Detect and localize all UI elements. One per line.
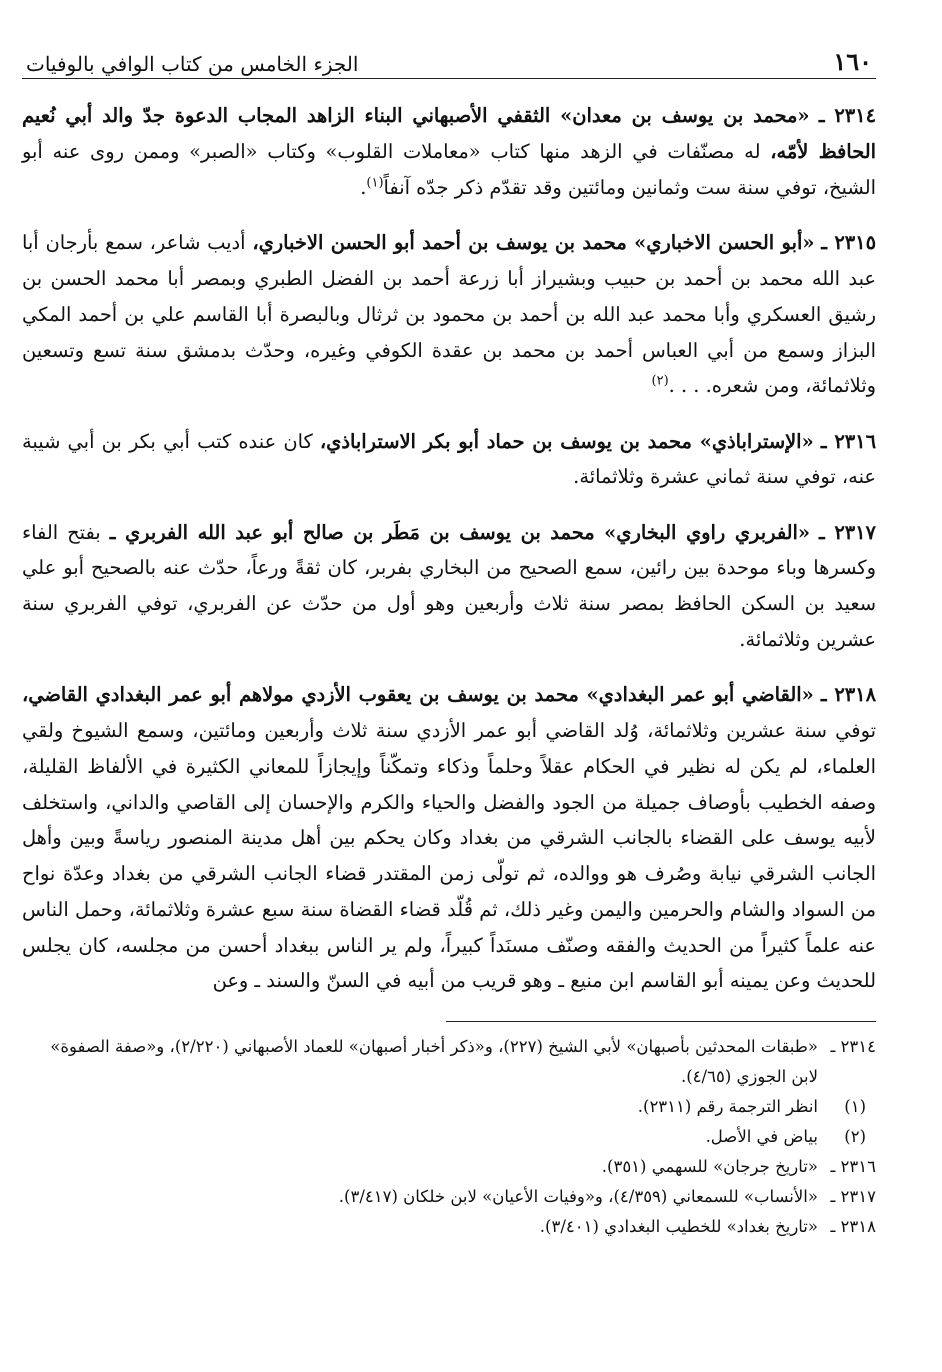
main-text xyxy=(22,98,876,999)
entry-body: كان عنده كتب أبي بكر بن أبي شيبة عنه، توفي سنة ثماني عشرة وثلاثمائة. xyxy=(22,429,876,489)
note-label: ٢٣١٦ ـ xyxy=(830,1157,876,1177)
footnote-2 xyxy=(22,1122,876,1152)
entry-heading: «أبو الحسن الاخباري» محمد بن يوسف بن أحمد أبو الحسن الاخباري، xyxy=(252,231,815,255)
entry-body: أديب شاعر، سمع بأرجان أبا عبد الله محمد بن أحمد بن حبيب وبشيراز أبا زرعة أحمد بن الفضل الطبري وبمصر أبا محمد الحسن بن رشيق العسكري وأبا محمد عبد الله بن أحمد بن محمود بن ثرثال وبالبصرة أبا القاسم علي بن أحمد المكي البزاز وسمع من أبي العباس أحمد بن محمد بن عقدة الكوفي وغيره، وحدّث بدمشق سنة تسع وتسعين وثلاثمائة، ومن شعره. . . . xyxy=(22,231,876,398)
note-text: «تاريخ بغداد» للخطيب البغدادي (٣/٤٠١). xyxy=(539,1217,818,1237)
footnote-ref: (١) xyxy=(366,175,384,191)
entry-body: له مصنّفات في الزهد منها كتاب «معاملات القلوب» وكتاب «الصبر» وممن روى عنه أبو الشيخ، توفي سنة ست وثمانين ومائتين وقد تقدّم ذكر جدّه آنفاً xyxy=(22,140,876,199)
entry-2314 xyxy=(22,98,876,205)
entry-body: بفتح الفاء وكسرها وباء موحدة بين رائين، سمع الصحيح من البخاري بفربر، كان ثقةً ورعاً، حدّث عنه بالصحيح أبو علي سعيد بن السكن الحافظ بمصر سنة ثلاث وأربعين وهو أول من حدّث عن الفربري، توفي الفربري سنة عشرين وثلاثمائة. xyxy=(22,520,876,651)
running-title: الجزء الخامس من كتاب الوافي بالوفيات xyxy=(26,52,359,76)
note-label: (٢) xyxy=(844,1127,866,1147)
entry-2316 xyxy=(22,424,876,496)
entry-body: توفي سنة عشرين وثلاثمائة، وُلد القاضي أبو عمر الأزدي سنة ثلاث وأربعين ومائتين، وسمع الشيوخ ولقي العلماء، لم يكن له نظير في الحكام عقلاً وحلماً وذكاء وتمكّناً وإيجازاً للمعاني الكثيرة في الألفاظ القليلة، وصفه الخطيب بأوصاف جميلة من الجود والفضل والحياء والكرم والإحسان إلى القاصي والداني، واستخلف لأبيه يوسف على القضاء بالجانب الشرقي من بغداد وكان يحكم بين أهل مدينة المنصور رياسةً وبين وأهل الجانب الشرقي نيابة وصُرف هو ووالده، ثم تولّى زمن المقتدر قضاء الجانب الشرقي من بغداد وعدّة نواح من السواد والشام والحرمين واليمن وغير ذلك، ثم قُلّد قضاء القضاة سنة سبع عشرة وثلاثمائة، وحمل الناس عنه علماً كثيراً من الحديث والفقه وصنّف مسنَداً كبيراً، ولم ير الناس ببغداد أحسن من مجلسه، كان يجلس للحديث وعن يمينه أبو القاسم ابن منيع ـ وهو قريب من أبيه في السنّ والسند ـ وعن xyxy=(22,718,876,993)
book-page xyxy=(22,36,876,1352)
note-text: انظر الترجمة رقم (٢٣١١). xyxy=(637,1097,818,1117)
note-text: «تاريخ جرجان» للسهمي (٣٥١). xyxy=(601,1157,818,1177)
entry-number: ٢٣١٨ ـ xyxy=(820,683,876,707)
footnote-1 xyxy=(22,1092,876,1122)
source-note-2316 xyxy=(22,1152,876,1182)
entry-heading: «القاضي أبو عمر البغدادي» محمد بن يوسف بن يعقوب الأزدي مولاهم أبو عمر البغدادي القاضي، xyxy=(22,683,814,707)
entry-number: ٢٣١٤ ـ xyxy=(818,104,876,128)
entry-heading: «الفربري راوي البخاري» محمد بن يوسف بن مَطَر بن صالح أبو عبد الله الفربري ـ xyxy=(109,520,811,544)
source-note-2314 xyxy=(22,1032,876,1092)
entry-number: ٢٣١٥ ـ xyxy=(821,231,877,255)
entry-number: ٢٣١٧ ـ xyxy=(819,520,876,544)
note-text: «الأنساب» للسمعاني (٤/٣٥٩)، و«وفيات الأعيان» لابن خلكان (٣/٤١٧). xyxy=(338,1187,818,1207)
entry-2317 xyxy=(22,515,876,658)
note-label: ٢٣١٧ ـ xyxy=(830,1187,876,1207)
entry-2315 xyxy=(22,225,876,404)
page-header xyxy=(22,36,876,79)
entry-number: ٢٣١٦ ـ xyxy=(820,429,876,453)
source-note-2318 xyxy=(22,1212,876,1242)
note-label: (١) xyxy=(844,1097,866,1117)
footnotes xyxy=(22,1032,876,1242)
source-note-2317 xyxy=(22,1182,876,1212)
note-text: «طبقات المحدثين بأصبهان» لأبي الشيخ (٢٢٧)، و«ذكر أخبار أصبهان» للعماد الأصبهاني (٢/٢٢٠)، و«صفة الصفوة» لابن الجوزي (٤/٦٥). xyxy=(50,1037,818,1087)
entry-heading: «الإستراباذي» محمد بن يوسف بن حماد أبو بكر الاستراباذي، xyxy=(319,429,814,453)
footnote-divider xyxy=(446,1021,876,1022)
entry-heading: «محمد بن يوسف بن معدان» الثقفي الأصبهاني البناء الزاهد المجاب الدعوة جدّ والد أبي نُعيم الحافظ لأمّه، xyxy=(22,104,877,164)
footnote-ref: (٢) xyxy=(651,373,669,389)
page-number: ١٦٠ xyxy=(833,47,872,76)
entry-2318 xyxy=(22,677,876,999)
note-label: ٢٣١٨ ـ xyxy=(830,1217,876,1237)
entry-tail: . xyxy=(360,175,367,199)
note-label: ٢٣١٤ ـ xyxy=(830,1037,876,1057)
note-text: بياض في الأصل. xyxy=(705,1127,818,1147)
